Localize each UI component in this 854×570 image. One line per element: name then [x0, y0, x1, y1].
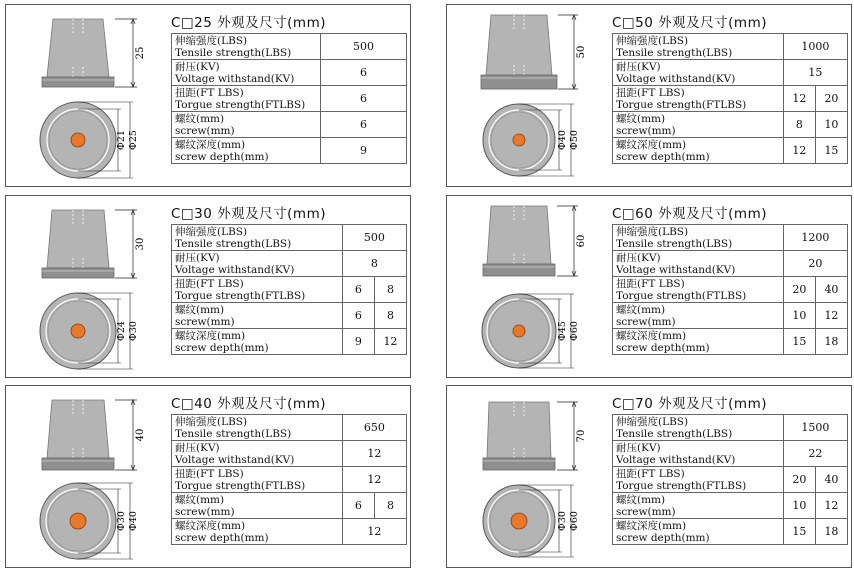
spec-value: 6	[321, 86, 407, 112]
spec-label	[613, 415, 784, 441]
spec-label-en: Tensile strength(LBS)	[175, 427, 292, 440]
spec-value: 6	[321, 60, 407, 86]
insulator-side-view	[47, 19, 109, 77]
outer-diameter-label: Φ60	[569, 321, 580, 341]
inner-diameter-label: Φ24	[116, 321, 127, 341]
metal-insert-core	[513, 325, 525, 337]
spec-value: 6	[342, 277, 374, 303]
spec-row	[172, 441, 407, 467]
spec-label	[172, 34, 321, 60]
spec-row	[613, 303, 848, 329]
spec-value: 15	[783, 60, 847, 86]
spec-label-en: Torgue strength(FTLBS)	[175, 98, 306, 111]
spec-label-en: screw(mm)	[616, 505, 676, 518]
spec-value: 8	[783, 112, 815, 138]
spec-label-en: Voltage withstand(KV)	[175, 263, 295, 276]
inner-diameter-label: Φ40	[557, 130, 568, 150]
spec-value: 650	[342, 415, 406, 441]
spec-row	[613, 138, 848, 164]
product-panel	[5, 195, 411, 378]
spec-label-cn: 耐压(KV)	[175, 441, 220, 454]
spec-table	[612, 224, 848, 355]
spec-value: 40	[815, 277, 847, 303]
spec-label-cn: 螺纹(mm)	[616, 303, 666, 316]
spec-value: 15	[783, 519, 815, 545]
inner-diameter-label: Φ30	[116, 511, 127, 531]
spec-label-cn: 螺纹(mm)	[616, 112, 666, 125]
spec-label-cn: 扭距(FT LBS)	[616, 86, 685, 99]
spec-row	[172, 225, 407, 251]
spec-label	[613, 519, 784, 545]
spec-row	[613, 112, 848, 138]
insulator-base	[483, 458, 555, 470]
spec-value: 12	[374, 329, 406, 355]
spec-value: 20	[783, 467, 815, 493]
outer-diameter-label: Φ40	[128, 511, 139, 531]
spec-row	[613, 34, 848, 60]
spec-value: 12	[783, 86, 815, 112]
spec-label-en: screw depth(mm)	[616, 531, 710, 544]
spec-row	[613, 251, 848, 277]
product-panel	[5, 385, 411, 568]
spec-label-cn: 伸缩强度(LBS)	[616, 34, 689, 47]
spec-row	[172, 277, 407, 303]
insulator-side-view	[486, 15, 552, 75]
spec-label-en: screw depth(mm)	[175, 531, 269, 544]
insulator-side-view	[47, 210, 109, 268]
height-dimension-label: 30	[135, 237, 146, 251]
spec-value: 20	[783, 277, 815, 303]
spec-label-cn: 螺纹深度(mm)	[175, 329, 246, 342]
panel-title: C□70 外观及尺寸(mm)	[612, 396, 767, 412]
spec-label-en: Torgue strength(FTLBS)	[616, 479, 747, 492]
spec-label-cn: 扭距(FT LBS)	[616, 277, 685, 290]
spec-row	[613, 329, 848, 355]
spec-value: 500	[342, 225, 406, 251]
spec-row	[613, 225, 848, 251]
insulator-base	[481, 75, 557, 89]
spec-label-en: Tensile strength(LBS)	[616, 237, 733, 250]
spec-value: 1500	[783, 415, 847, 441]
spec-label-en: Voltage withstand(KV)	[616, 72, 736, 85]
spec-label-cn: 螺纹深度(mm)	[175, 519, 246, 532]
spec-value: 8	[374, 303, 406, 329]
spec-value: 12	[783, 138, 815, 164]
spec-label	[172, 493, 343, 519]
spec-label-cn: 螺纹深度(mm)	[175, 138, 246, 151]
insulator-side-view	[487, 402, 551, 458]
spec-label	[613, 251, 784, 277]
height-dimension-line	[115, 210, 137, 278]
spec-label	[613, 329, 784, 355]
spec-label	[172, 60, 321, 86]
spec-label	[613, 60, 784, 86]
metal-insert-core	[71, 324, 85, 338]
insulator-base	[483, 264, 555, 276]
spec-value: 20	[815, 86, 847, 112]
spec-label-en: Voltage withstand(KV)	[616, 263, 736, 276]
spec-label-cn: 螺纹(mm)	[175, 112, 225, 125]
spec-label-en: screw depth(mm)	[616, 341, 710, 354]
product-drawing	[447, 386, 609, 567]
spec-label-en: Torgue strength(FTLBS)	[616, 289, 747, 302]
spec-row	[613, 86, 848, 112]
spec-label-en: Tensile strength(LBS)	[175, 237, 292, 250]
metal-insert-core	[71, 133, 85, 147]
spec-value: 6	[342, 303, 374, 329]
inner-diameter-label: Φ30	[557, 511, 568, 531]
height-dimension-label: 25	[135, 46, 146, 60]
spec-label-en: screw(mm)	[175, 315, 235, 328]
spec-label-en: Tensile strength(LBS)	[616, 427, 733, 440]
spec-label-en: screw depth(mm)	[175, 150, 269, 163]
spec-value: 1000	[783, 34, 847, 60]
spec-row	[172, 34, 407, 60]
outer-diameter-label: Φ50	[569, 130, 580, 150]
spec-label-cn: 伸缩强度(LBS)	[616, 415, 689, 428]
panel-title: C□30 外观及尺寸(mm)	[171, 206, 326, 222]
spec-label	[613, 277, 784, 303]
spec-row	[613, 415, 848, 441]
spec-label	[613, 441, 784, 467]
product-panel	[446, 385, 852, 568]
spec-value: 22	[783, 441, 847, 467]
height-dimension-label: 40	[135, 428, 146, 442]
outer-diameter-label: Φ30	[128, 321, 139, 341]
spec-label	[172, 467, 343, 493]
spec-label	[172, 225, 343, 251]
spec-label-en: Torgue strength(FTLBS)	[175, 289, 306, 302]
spec-label-cn: 伸缩强度(LBS)	[175, 415, 248, 428]
panel-title: C□60 外观及尺寸(mm)	[612, 206, 767, 222]
spec-label	[172, 415, 343, 441]
spec-value: 10	[783, 493, 815, 519]
spec-value: 8	[374, 277, 406, 303]
height-dimension-label: 70	[576, 429, 587, 443]
outer-diameter-label: Φ60	[569, 511, 580, 531]
spec-label-en: screw(mm)	[616, 124, 676, 137]
height-dimension-label: 50	[576, 45, 587, 59]
spec-label-en: Voltage withstand(KV)	[175, 72, 295, 85]
spec-value: 12	[342, 441, 406, 467]
insulator-base	[42, 77, 114, 87]
spec-row	[613, 441, 848, 467]
panel-title: C□40 外观及尺寸(mm)	[171, 396, 326, 412]
spec-label	[172, 303, 343, 329]
spec-label-cn: 扭距(FT LBS)	[175, 277, 244, 290]
panel-title: C□25 外观及尺寸(mm)	[171, 15, 326, 31]
spec-row	[172, 251, 407, 277]
spec-label-cn: 螺纹(mm)	[175, 303, 225, 316]
inner-diameter-label: Φ45	[557, 321, 568, 341]
height-dimension-line	[558, 15, 578, 89]
spec-value: 15	[783, 329, 815, 355]
spec-value: 20	[783, 251, 847, 277]
spec-row	[172, 493, 407, 519]
spec-label-cn: 耐压(KV)	[616, 60, 661, 73]
spec-label-cn: 螺纹深度(mm)	[616, 519, 687, 532]
spec-row	[613, 519, 848, 545]
spec-label	[613, 225, 784, 251]
spec-row	[613, 277, 848, 303]
metal-insert-core	[513, 134, 525, 146]
spec-table	[171, 33, 407, 164]
spec-value: 40	[815, 467, 847, 493]
spec-label-cn: 扭距(FT LBS)	[175, 86, 244, 99]
spec-value: 15	[815, 138, 847, 164]
spec-row	[172, 329, 407, 355]
spec-label-en: Tensile strength(LBS)	[616, 46, 733, 59]
spec-row	[172, 60, 407, 86]
spec-value: 12	[815, 493, 847, 519]
spec-row	[613, 467, 848, 493]
spec-value: 1200	[783, 225, 847, 251]
spec-label-cn: 耐压(KV)	[616, 441, 661, 454]
spec-row	[172, 138, 407, 164]
spec-label-cn: 螺纹(mm)	[616, 493, 666, 506]
spec-label	[613, 467, 784, 493]
spec-label-cn: 螺纹(mm)	[175, 493, 225, 506]
outer-diameter-label: Φ25	[128, 130, 139, 150]
spec-label-en: screw depth(mm)	[616, 150, 710, 163]
spec-row	[172, 519, 407, 545]
spec-label	[172, 519, 343, 545]
spec-label-cn: 耐压(KV)	[175, 60, 220, 73]
spec-value: 500	[321, 34, 407, 60]
spec-label	[172, 112, 321, 138]
height-dimension-line	[557, 206, 578, 276]
spec-label-en: Voltage withstand(KV)	[175, 453, 295, 466]
spec-table	[171, 224, 407, 355]
spec-value: 10	[783, 303, 815, 329]
height-dimension-line	[115, 400, 137, 470]
metal-insert-core	[70, 513, 86, 529]
spec-label-cn: 伸缩强度(LBS)	[616, 225, 689, 238]
spec-label-cn: 螺纹深度(mm)	[616, 329, 687, 342]
spec-label	[172, 251, 343, 277]
product-drawing	[447, 196, 609, 377]
height-dimension-label: 60	[576, 234, 587, 248]
spec-label-en: Tensile strength(LBS)	[175, 46, 292, 59]
spec-label-cn: 伸缩强度(LBS)	[175, 225, 248, 238]
spec-row	[613, 493, 848, 519]
spec-row	[613, 60, 848, 86]
spec-label-cn: 伸缩强度(LBS)	[175, 34, 248, 47]
product-panel	[5, 4, 411, 187]
product-drawing	[6, 386, 168, 567]
spec-label	[613, 493, 784, 519]
metal-insert-core	[511, 513, 527, 529]
product-drawing	[6, 5, 168, 186]
spec-table	[171, 414, 407, 545]
spec-label	[613, 34, 784, 60]
spec-label-en: Torgue strength(FTLBS)	[175, 479, 306, 492]
spec-label	[172, 441, 343, 467]
spec-label	[613, 112, 784, 138]
spec-value: 12	[342, 467, 406, 493]
insulator-base	[42, 268, 114, 278]
spec-label	[613, 86, 784, 112]
spec-label-en: screw(mm)	[175, 124, 235, 137]
inner-diameter-label: Φ21	[116, 130, 127, 150]
spec-value: 9	[342, 329, 374, 355]
product-drawing	[447, 5, 609, 186]
spec-label-cn: 耐压(KV)	[175, 251, 220, 264]
spec-label-cn: 扭距(FT LBS)	[175, 467, 244, 480]
spec-row	[172, 303, 407, 329]
spec-row	[172, 112, 407, 138]
spec-label-en: screw(mm)	[175, 505, 235, 518]
spec-value: 18	[815, 329, 847, 355]
spec-row	[172, 86, 407, 112]
spec-label	[613, 138, 784, 164]
height-dimension-line	[557, 402, 578, 470]
spec-value: 9	[321, 138, 407, 164]
spec-value: 18	[815, 519, 847, 545]
spec-label-en: Torgue strength(FTLBS)	[616, 98, 747, 111]
spec-label	[172, 86, 321, 112]
spec-row	[172, 467, 407, 493]
spec-label-en: Voltage withstand(KV)	[616, 453, 736, 466]
spec-label	[172, 277, 343, 303]
spec-table	[612, 414, 848, 545]
spec-value: 8	[342, 251, 406, 277]
spec-value: 10	[815, 112, 847, 138]
panel-title: C□50 外观及尺寸(mm)	[612, 15, 767, 31]
spec-value: 8	[374, 493, 406, 519]
height-dimension-line	[115, 19, 137, 87]
product-drawing	[6, 196, 168, 377]
insulator-base	[42, 458, 114, 470]
spec-value: 12	[342, 519, 406, 545]
spec-row	[172, 415, 407, 441]
spec-label-cn: 耐压(KV)	[616, 251, 661, 264]
insulator-side-view	[47, 400, 109, 458]
insulator-side-view	[487, 206, 551, 264]
spec-label-en: screw(mm)	[616, 315, 676, 328]
product-panel	[446, 4, 852, 187]
spec-label-cn: 扭距(FT LBS)	[616, 467, 685, 480]
spec-label-cn: 螺纹深度(mm)	[616, 138, 687, 151]
spec-label-en: screw depth(mm)	[175, 341, 269, 354]
spec-label	[613, 303, 784, 329]
product-panel	[446, 195, 852, 378]
spec-label	[172, 138, 321, 164]
spec-table	[612, 33, 848, 164]
spec-value: 12	[815, 303, 847, 329]
spec-value: 6	[342, 493, 374, 519]
spec-value: 6	[321, 112, 407, 138]
spec-label	[172, 329, 343, 355]
